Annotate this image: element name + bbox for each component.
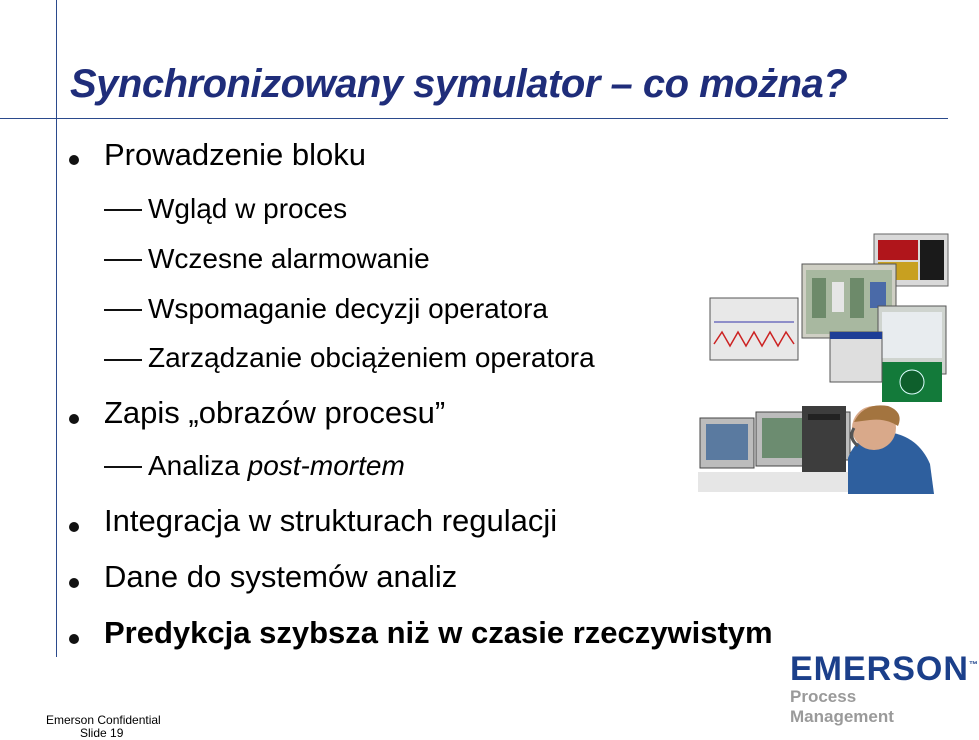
sub-dash bbox=[104, 466, 142, 468]
sub-bullet-1-4: Zarządzanie obciążeniem operatora bbox=[148, 342, 595, 373]
sub-dash bbox=[104, 309, 142, 311]
sub-bullet-1-3: Wspomaganie decyzji operatora bbox=[148, 293, 548, 324]
footer-slide-number: Slide 19 bbox=[80, 726, 124, 740]
sub-bullet-2-1-text: Analiza bbox=[148, 450, 248, 481]
screen-trend bbox=[710, 298, 798, 360]
operator-workstation-illustration bbox=[698, 232, 950, 494]
screen-dialog bbox=[830, 332, 882, 382]
bullet-1: Prowadzenie bloku bbox=[104, 137, 366, 172]
bullet-dot bbox=[69, 578, 79, 588]
trademark-symbol: ™ bbox=[968, 659, 979, 670]
bullet-3: Integracja w strukturach regulacji bbox=[104, 503, 558, 538]
bullet-4: Dane do systemów analiz bbox=[104, 559, 458, 594]
bullet-dot bbox=[69, 414, 79, 424]
operator-person bbox=[848, 405, 934, 494]
sub-bullet-1-2: Wczesne alarmowanie bbox=[148, 243, 430, 274]
emerson-logo bbox=[790, 650, 979, 727]
slide-title: Synchronizowany symulator – co można? bbox=[70, 62, 848, 106]
vertical-rule bbox=[56, 0, 57, 657]
bullet-5: Predykcja szybsza niż w czasie rzeczywistym bbox=[104, 615, 773, 650]
sub-bullet-2-1 bbox=[148, 450, 405, 482]
sub-bullet-2-1-italic: post-mortem bbox=[247, 450, 405, 481]
emerson-tagline: Process Management bbox=[790, 687, 894, 726]
emerson-brand: EMERSON bbox=[790, 650, 969, 688]
bullet-dot bbox=[69, 155, 79, 165]
bullet-dot bbox=[69, 634, 79, 644]
sub-dash bbox=[104, 209, 142, 211]
emerson-wordmark bbox=[790, 650, 979, 689]
bullet-2: Zapis „obrazów procesu” bbox=[104, 395, 446, 430]
bullet-dot bbox=[69, 522, 79, 532]
sub-bullet-1-1: Wgląd w proces bbox=[148, 193, 348, 224]
footer-confidential: Emerson Confidential bbox=[46, 713, 161, 727]
title-underline bbox=[0, 118, 948, 119]
sub-dash bbox=[104, 359, 142, 361]
screen-radar bbox=[878, 306, 946, 402]
sub-dash bbox=[104, 259, 142, 261]
